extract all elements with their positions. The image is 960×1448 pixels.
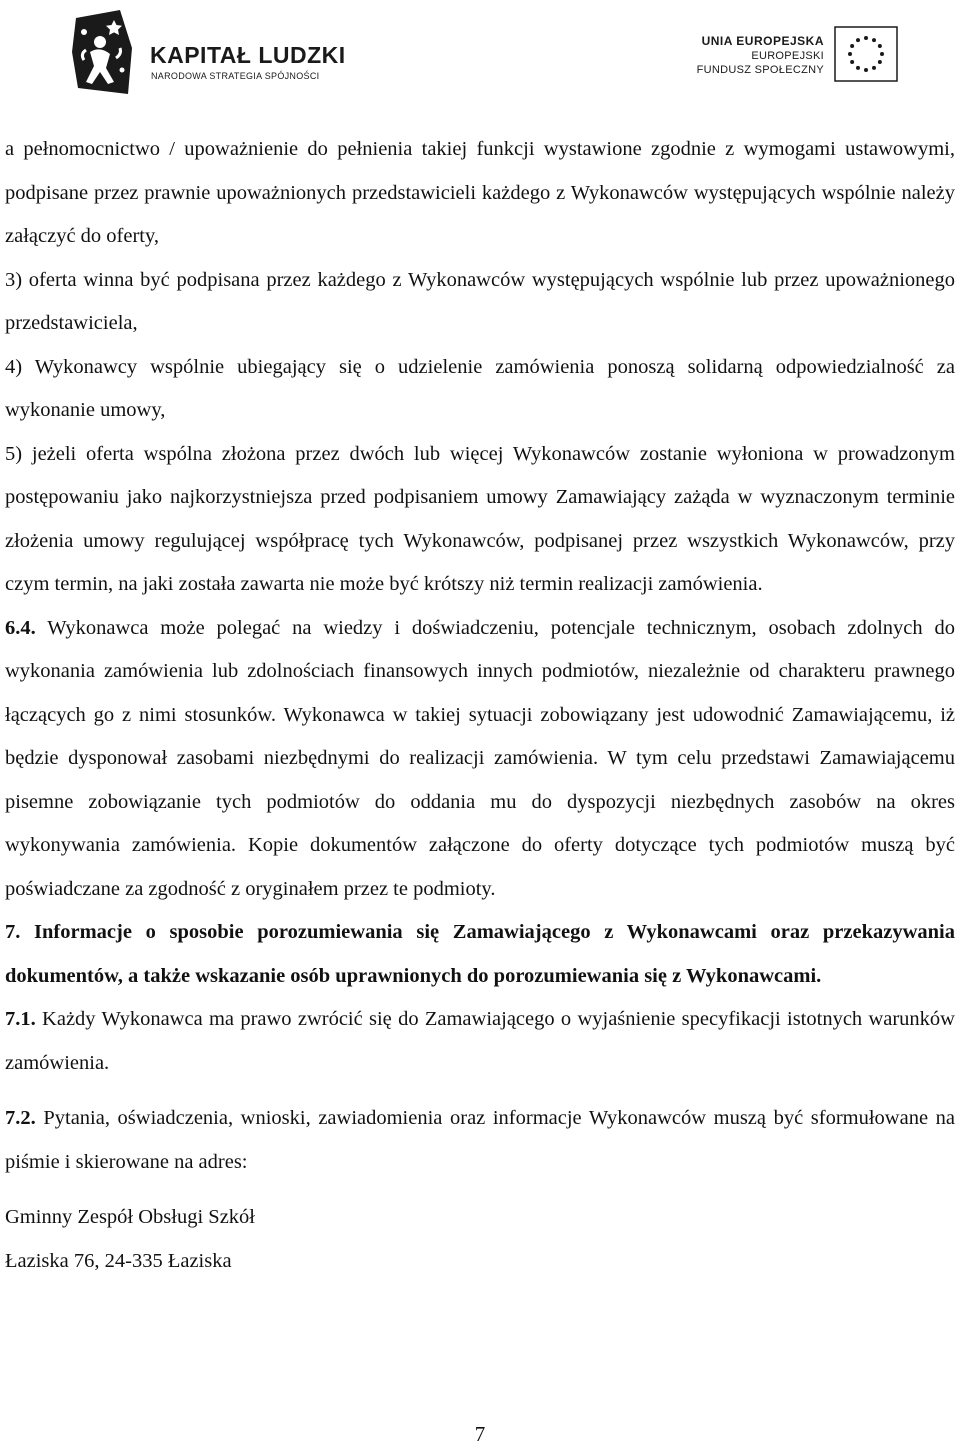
eu-logo-line2: EUROPEJSKI (751, 50, 824, 62)
kapital-ludzki-logo (70, 8, 370, 98)
section-number-7-1: 7.1. (5, 1008, 36, 1030)
eu-star-icon (850, 60, 854, 64)
eu-social-fund-logo (668, 22, 898, 92)
paragraph-point-4: 4) Wykonawcy wspólnie ubiegający się o udzielenie zamówienia ponoszą solidarną odpowiedzialność za wykonanie umowy, (5, 355, 955, 421)
paragraph-7-1 (5, 998, 955, 1085)
paragraph-pelnomocnictwo: a pełnomocnictwo / upoważnienie do pełnienia takiej funkcji wystawione zgodnie z wymogami ustawowymi, podpisane przez prawnie upoważnionych przedstawicieli każdego z Wykonawców występujących wspólnie należy załączyć do oferty, (5, 138, 955, 247)
eu-star-icon (880, 52, 884, 56)
kapital-ludzki-emblem-icon (70, 8, 138, 98)
eu-logo-line3: FUNDUSZ SPOŁECZNY (696, 64, 824, 76)
eu-star-icon (872, 66, 876, 70)
address-line-2: Łaziska 76, 24-335 Łaziska (5, 1249, 232, 1272)
paragraph-point-5: 5) jeżeli oferta wspólna złożona przez dwóch lub więcej Wykonawców zostanie wyłoniona w prowadzonym postępowaniu jako najkorzystniejsza przed podpisaniem umowy Zamawiający zażąda w wyznaczonym terminie złożenia umowy regulującej współpracę tych Wykonawców, podpisanej przez wszystkich Wykonawców, przy czym termin, na jaki została zawarta nie może być krótszy niż termin realizacji zamówienia. (5, 442, 955, 595)
document-body (5, 128, 955, 1283)
paragraph-6-4 (5, 607, 955, 912)
eu-star-icon (878, 60, 882, 64)
paragraph-7-2 (5, 1097, 955, 1184)
page-header (0, 0, 960, 110)
paragraph-7-1-text: Każdy Wykonawca ma prawo zwrócić się do Zamawiającego o wyjaśnienie specyfikacji istotnych warunków zamówienia. (5, 1008, 955, 1074)
section-number-6-4: 6.4. (5, 616, 36, 639)
eu-star-icon (864, 68, 868, 72)
kapital-ludzki-title: KAPITAŁ LUDZKI (150, 42, 346, 68)
eu-star-icon (878, 44, 882, 48)
address-line-1: Gminny Zespół Obsługi Szkół (5, 1206, 255, 1228)
eu-star-icon (872, 38, 876, 42)
page-number: 7 (474, 1422, 486, 1446)
eu-flag-icon (834, 26, 898, 82)
section-number-7-2: 7.2. (5, 1107, 36, 1129)
eu-star-icon (856, 66, 860, 70)
section-heading-7: 7. Informacje o sposobie porozumiewania się Zamawiającego z Wykonawcami oraz przekazywania dokumentów, a także wskazanie osób uprawnionych do porozumiewania się z Wykonawcami. (5, 921, 955, 987)
eu-star-icon (856, 38, 860, 42)
paragraph-7-2-text: Pytania, oświadczenia, wnioski, zawiadomienia oraz informacje Wykonawców muszą być sformułowane na piśmie i skierowane na adres: (5, 1107, 955, 1173)
paragraph-6-4-text: Wykonawca może polegać na wiedzy i doświadczeniu, potencjale technicznym, osobach zdolnych do wykonania zamówienia lub zdolnościach finansowych innych podmiotów, niezależnie od charakteru prawnego łączących go z nimi stosunków. Wykonawca w takiej sytuacji zobowiązany jest udowodnić Zamawiającemu, iż będzie dysponował zasobami niezbędnymi do realizacji zamówienia. W tym celu przedstawi Zamawiającemu pisemne zobowiązanie tych podmiotów do oddania mu do dyspozycji niezbędnych zasobów na okres wykonywania zamówienia. Kopie dokumentów załączone do oferty dotyczące tych podmiotów muszą być poświadczane za zgodność z oryginałem przez te podmioty. (5, 616, 955, 900)
paragraph-point-3: 3) oferta winna być podpisana przez każdego z Wykonawców występujących wspólnie lub przez upoważnionego przedstawiciela, (5, 268, 955, 334)
eu-star-icon (848, 52, 852, 56)
eu-star-icon (850, 44, 854, 48)
eu-star-icon (864, 36, 868, 40)
eu-logo-line1: UNIA EUROPEJSKA (701, 34, 824, 48)
kapital-ludzki-subtitle: NARODOWA STRATEGIA SPÓJNOŚCI (151, 71, 320, 81)
